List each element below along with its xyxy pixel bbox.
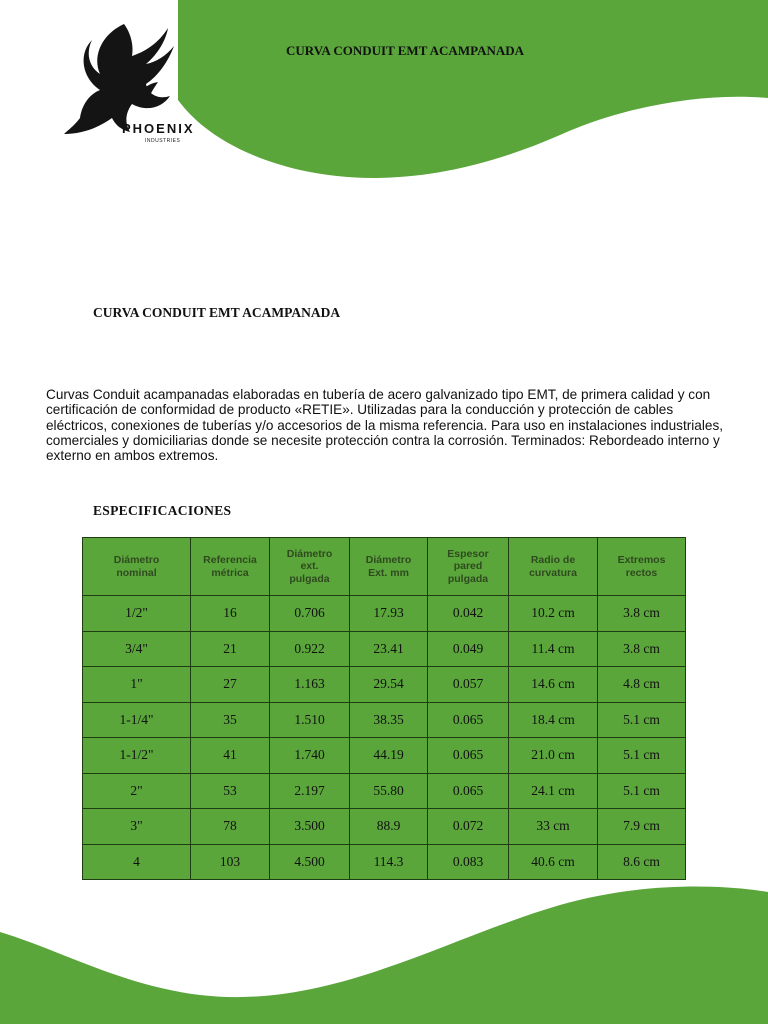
table-cell: 1/2" [83, 596, 191, 632]
table-cell: 2.197 [270, 773, 350, 809]
table-cell: 18.4 cm [509, 702, 598, 738]
table-cell: 1.510 [270, 702, 350, 738]
header-diametro-nominal: Diámetro nominal [83, 538, 191, 596]
table-cell: 24.1 cm [509, 773, 598, 809]
table-cell: 0.042 [428, 596, 509, 632]
table-cell: 2" [83, 773, 191, 809]
header-diametro-ext-pulgada: Diámetro ext. pulgada [270, 538, 350, 596]
table-cell: 0.057 [428, 667, 509, 703]
table-row [83, 702, 686, 738]
table-row [83, 596, 686, 632]
table-cell: 11.4 cm [509, 631, 598, 667]
table-cell: 21 [191, 631, 270, 667]
table-cell: 41 [191, 738, 270, 774]
specs-table [82, 537, 686, 880]
table-row [83, 773, 686, 809]
table-cell: 1-1/2" [83, 738, 191, 774]
table-cell: 103 [191, 844, 270, 880]
table-cell: 1-1/4" [83, 702, 191, 738]
table-cell: 1.163 [270, 667, 350, 703]
table-cell: 0.706 [270, 596, 350, 632]
header-title: CURVA CONDUIT EMT ACAMPANADA [286, 43, 525, 58]
table-row [83, 667, 686, 703]
table-cell: 0.083 [428, 844, 509, 880]
table-cell: 14.6 cm [509, 667, 598, 703]
table-cell: 27 [191, 667, 270, 703]
table-cell: 0.065 [428, 702, 509, 738]
table-cell: 38.35 [350, 702, 428, 738]
table-cell: 0.922 [270, 631, 350, 667]
table-cell: 33 cm [509, 809, 598, 845]
table-cell: 4.8 cm [598, 667, 686, 703]
table-cell: 5.1 cm [598, 702, 686, 738]
table-cell: 0.065 [428, 738, 509, 774]
table-cell: 3.8 cm [598, 631, 686, 667]
table-cell: 1" [83, 667, 191, 703]
table-cell: 0.072 [428, 809, 509, 845]
table-row [83, 844, 686, 880]
table-cell: 114.3 [350, 844, 428, 880]
header-diametro-ext-mm: Diámetro Ext. mm [350, 538, 428, 596]
brand-subtitle: INDUSTRIES [145, 138, 181, 144]
table-cell: 0.049 [428, 631, 509, 667]
product-description: Curvas Conduit acampanadas elaboradas en tubería de acero galvanizado tipo EMT, de primera calidad y con certificación de conformidad de producto «RETIE». Utilizadas para la conducción y protección de cables eléctricos, conexiones de tuberías y/o accesorios de la misma referencia. Para uso en instalaciones industriales, comerciales y domiciliarias donde se necesite protección contra la corrosión. Terminados: Rebordeado interno y externo en ambos extremos. [46, 387, 724, 464]
table-cell: 5.1 cm [598, 773, 686, 809]
table-cell: 17.93 [350, 596, 428, 632]
table-cell: 29.54 [350, 667, 428, 703]
table-cell: 5.1 cm [598, 738, 686, 774]
brand-name: PHOENIX [122, 121, 195, 136]
table-cell: 16 [191, 596, 270, 632]
table-cell: 23.41 [350, 631, 428, 667]
table-row [83, 738, 686, 774]
specs-title: ESPECIFICACIONES [93, 503, 232, 518]
table-header-row [83, 538, 686, 596]
section-title: CURVA CONDUIT EMT ACAMPANADA [93, 305, 341, 320]
header-extremos-rectos: Extremos rectos [598, 538, 686, 596]
table-row [83, 631, 686, 667]
table-cell: 10.2 cm [509, 596, 598, 632]
table-cell: 78 [191, 809, 270, 845]
header-espesor-pared: Espesor pared pulgada [428, 538, 509, 596]
table-cell: 4.500 [270, 844, 350, 880]
header-referencia-metrica: Referencia métrica [191, 538, 270, 596]
top-green-wave [178, 0, 768, 178]
table-row [83, 809, 686, 845]
table-cell: 3/4" [83, 631, 191, 667]
header-radio-curvatura: Radio de curvatura [509, 538, 598, 596]
table-cell: 53 [191, 773, 270, 809]
table-cell: 0.065 [428, 773, 509, 809]
table-cell: 1.740 [270, 738, 350, 774]
table-cell: 3" [83, 809, 191, 845]
table-cell: 88.9 [350, 809, 428, 845]
table-cell: 40.6 cm [509, 844, 598, 880]
table-cell: 3.8 cm [598, 596, 686, 632]
table-cell: 8.6 cm [598, 844, 686, 880]
table-cell: 55.80 [350, 773, 428, 809]
table-cell: 4 [83, 844, 191, 880]
table-cell: 21.0 cm [509, 738, 598, 774]
table-cell: 35 [191, 702, 270, 738]
table-cell: 44.19 [350, 738, 428, 774]
table-cell: 7.9 cm [598, 809, 686, 845]
table-cell: 3.500 [270, 809, 350, 845]
bottom-green-wave [0, 886, 768, 1024]
